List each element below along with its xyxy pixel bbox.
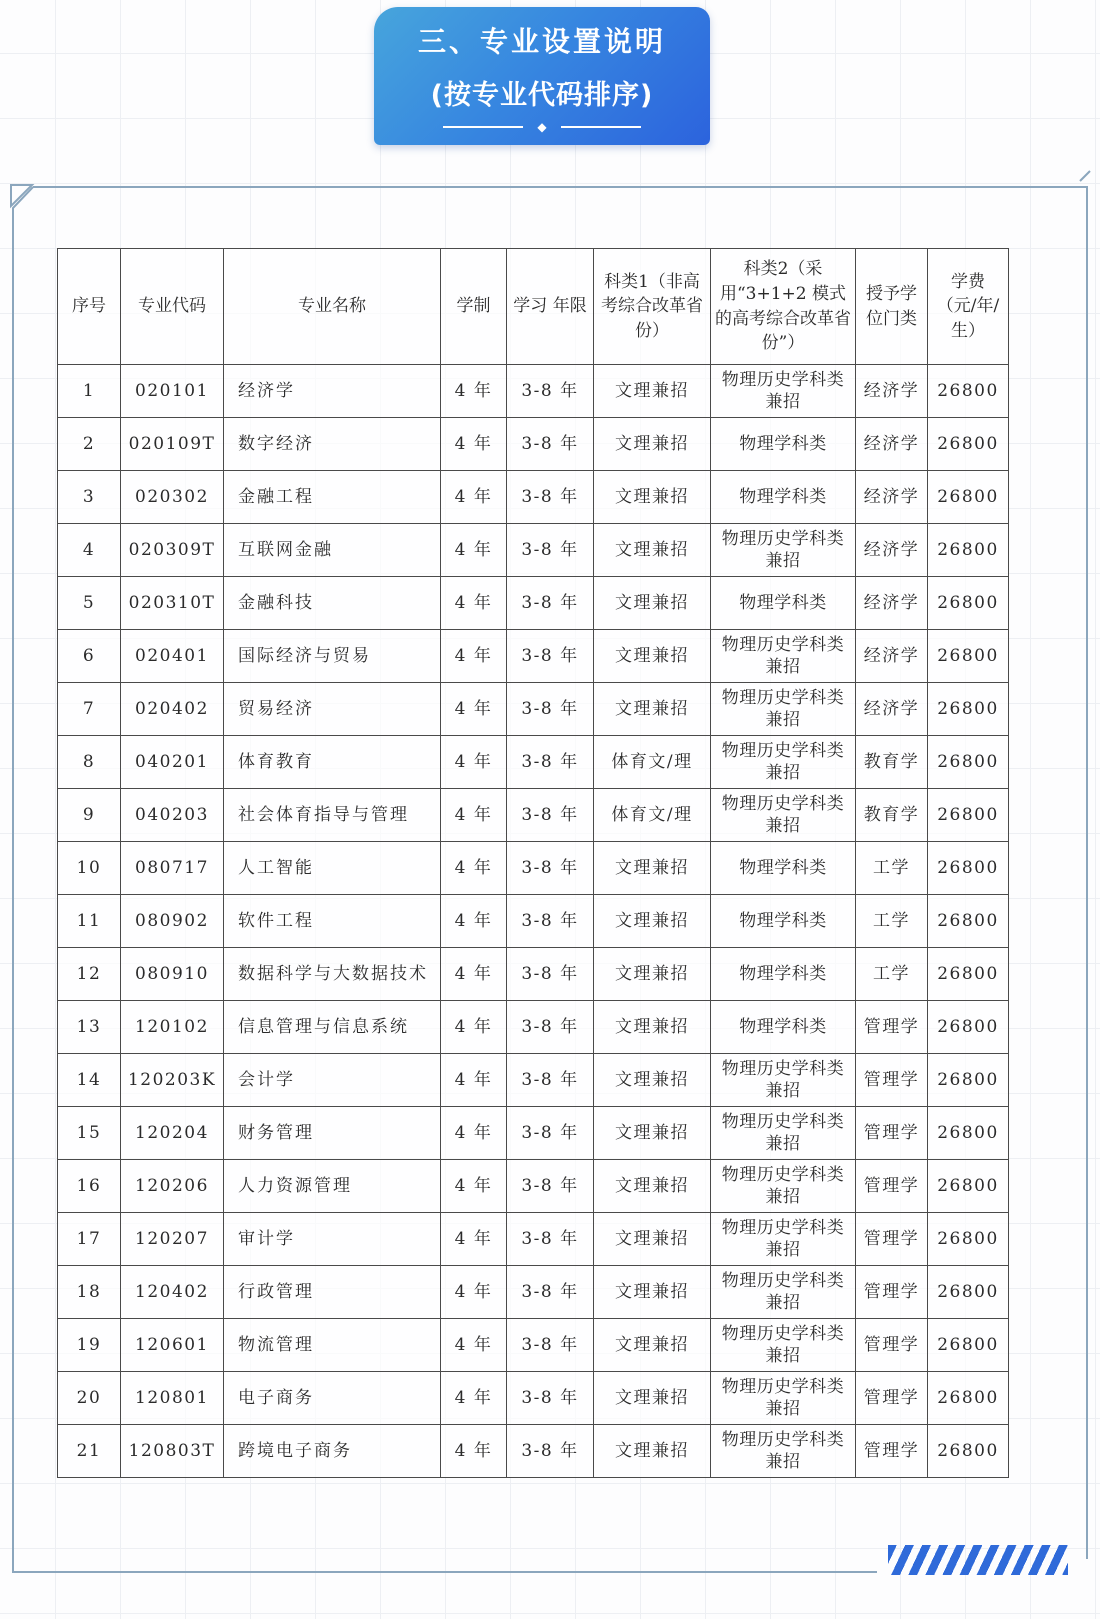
table-cell: 18: [58, 1266, 121, 1319]
table-row: [58, 1372, 1009, 1425]
table-cell: 020401: [121, 630, 224, 683]
table-cell: 4 年: [441, 736, 507, 789]
table-cell: 物理历史学科类兼招: [711, 1266, 856, 1319]
diamond-icon: ◆: [537, 119, 547, 134]
table-cell: 文理兼招: [594, 1054, 711, 1107]
table-row: [58, 683, 1009, 736]
column-header: 专业名称: [224, 249, 441, 365]
table-cell: 文理兼招: [594, 683, 711, 736]
table-row: [58, 1160, 1009, 1213]
table-cell: 管理学: [856, 1372, 928, 1425]
table-cell: 4 年: [441, 1266, 507, 1319]
table-cell: 3-8 年: [507, 524, 594, 577]
table-cell: 数据科学与大数据技术: [224, 948, 441, 1001]
page-title: 三、专业设置说明: [417, 24, 666, 58]
table-cell: 4 年: [441, 577, 507, 630]
table-cell: 16: [58, 1160, 121, 1213]
table-cell: 物理历史学科类兼招: [711, 683, 856, 736]
table-cell: 120801: [121, 1372, 224, 1425]
table-cell: 文理兼招: [594, 1107, 711, 1160]
table-cell: 信息管理与信息系统: [224, 1001, 441, 1054]
table-cell: 3-8 年: [507, 1372, 594, 1425]
table-row: [58, 1107, 1009, 1160]
table-cell: 3-8 年: [507, 630, 594, 683]
table-cell: 管理学: [856, 1107, 928, 1160]
table-cell: 物理历史学科类兼招: [711, 1425, 856, 1478]
table-cell: 120204: [121, 1107, 224, 1160]
table-cell: 经济学: [856, 683, 928, 736]
table-cell: 文理兼招: [594, 418, 711, 471]
table-cell: 4 年: [441, 630, 507, 683]
table-cell: 2: [58, 418, 121, 471]
table-cell: 文理兼招: [594, 1319, 711, 1372]
table-cell: 19: [58, 1319, 121, 1372]
table-cell: 物理学科类: [711, 471, 856, 524]
table-cell: 管理学: [856, 1160, 928, 1213]
table-cell: 物理历史学科类兼招: [711, 1372, 856, 1425]
table-cell: 26800: [928, 524, 1009, 577]
table-cell: 体育文/理: [594, 736, 711, 789]
table-cell: 4 年: [441, 789, 507, 842]
table-cell: 物理历史学科类兼招: [711, 1160, 856, 1213]
table-cell: 文理兼招: [594, 577, 711, 630]
table-cell: 020302: [121, 471, 224, 524]
table-cell: 国际经济与贸易: [224, 630, 441, 683]
column-header: 专业代码: [121, 249, 224, 365]
divider-line-left: [443, 126, 523, 128]
table-cell: 26800: [928, 630, 1009, 683]
table-cell: 人工智能: [224, 842, 441, 895]
table-cell: 文理兼招: [594, 842, 711, 895]
table-cell: 物理学科类: [711, 895, 856, 948]
table-cell: 13: [58, 1001, 121, 1054]
table-cell: 3-8 年: [507, 1266, 594, 1319]
divider-line-right: [561, 126, 641, 128]
table-cell: 26800: [928, 577, 1009, 630]
table-cell: 工学: [856, 948, 928, 1001]
table-row: [58, 524, 1009, 577]
table-cell: 4 年: [441, 1160, 507, 1213]
table-cell: 4 年: [441, 1372, 507, 1425]
programs-table: [57, 248, 1009, 1478]
table-cell: 1: [58, 365, 121, 418]
table-cell: 物理历史学科类兼招: [711, 789, 856, 842]
diagonal-stripes-decoration: [888, 1545, 1068, 1575]
table-cell: 3-8 年: [507, 736, 594, 789]
table-cell: 4 年: [441, 1001, 507, 1054]
table-cell: 物理历史学科类兼招: [711, 1319, 856, 1372]
table-cell: 物理历史学科类兼招: [711, 524, 856, 577]
table-cell: 物理历史学科类兼招: [711, 1213, 856, 1266]
table-cell: 6: [58, 630, 121, 683]
table-cell: 26800: [928, 471, 1009, 524]
table-row: [58, 1001, 1009, 1054]
column-header: 学费（元/年/生）: [928, 249, 1009, 365]
table-cell: 物理历史学科类兼招: [711, 736, 856, 789]
table-row: [58, 948, 1009, 1001]
table-cell: 经济学: [856, 365, 928, 418]
table-cell: 文理兼招: [594, 1213, 711, 1266]
table-cell: 3-8 年: [507, 683, 594, 736]
table-cell: 物理历史学科类兼招: [711, 1107, 856, 1160]
table-cell: 26800: [928, 1319, 1009, 1372]
table-cell: 物理历史学科类兼招: [711, 365, 856, 418]
table-cell: 管理学: [856, 1266, 928, 1319]
table-cell: 17: [58, 1213, 121, 1266]
table-cell: 120102: [121, 1001, 224, 1054]
table-cell: 26800: [928, 1425, 1009, 1478]
table-cell: 跨境电子商务: [224, 1425, 441, 1478]
table-cell: 26800: [928, 948, 1009, 1001]
frame-corner-tick: [1080, 171, 1090, 181]
table-cell: 3-8 年: [507, 895, 594, 948]
table-cell: 26800: [928, 1372, 1009, 1425]
table-cell: 3-8 年: [507, 1425, 594, 1478]
table-cell: 9: [58, 789, 121, 842]
table-cell: 080717: [121, 842, 224, 895]
table-cell: 教育学: [856, 789, 928, 842]
table-cell: 26800: [928, 418, 1009, 471]
table-cell: 软件工程: [224, 895, 441, 948]
table-cell: 7: [58, 683, 121, 736]
table-cell: 物理学科类: [711, 842, 856, 895]
table-cell: 040201: [121, 736, 224, 789]
table-cell: 15: [58, 1107, 121, 1160]
table-cell: 电子商务: [224, 1372, 441, 1425]
table-cell: 物理学科类: [711, 1001, 856, 1054]
table-cell: 3-8 年: [507, 471, 594, 524]
table-cell: 数字经济: [224, 418, 441, 471]
table-row: [58, 842, 1009, 895]
banner-divider: [443, 121, 640, 133]
table-cell: 10: [58, 842, 121, 895]
table-cell: 26800: [928, 842, 1009, 895]
table-cell: 文理兼招: [594, 1160, 711, 1213]
table-cell: 经济学: [856, 471, 928, 524]
table-cell: 物理历史学科类兼招: [711, 630, 856, 683]
table-cell: 4 年: [441, 418, 507, 471]
table-cell: 文理兼招: [594, 895, 711, 948]
table-cell: 工学: [856, 842, 928, 895]
table-cell: 文理兼招: [594, 365, 711, 418]
table-cell: 3-8 年: [507, 1160, 594, 1213]
column-header: 授予学位门类: [856, 249, 928, 365]
table-cell: 经济学: [856, 630, 928, 683]
table-cell: 3-8 年: [507, 1001, 594, 1054]
table-cell: 26800: [928, 1001, 1009, 1054]
table-cell: 26800: [928, 789, 1009, 842]
table-row: [58, 1319, 1009, 1372]
table-cell: 3-8 年: [507, 577, 594, 630]
table-row: [58, 895, 1009, 948]
table-cell: 文理兼招: [594, 1372, 711, 1425]
table-cell: 经济学: [856, 577, 928, 630]
table-cell: 文理兼招: [594, 524, 711, 577]
table-cell: 文理兼招: [594, 948, 711, 1001]
table-cell: 4 年: [441, 1319, 507, 1372]
table-row: [58, 736, 1009, 789]
table-cell: 4 年: [441, 1054, 507, 1107]
table-cell: 社会体育指导与管理: [224, 789, 441, 842]
column-header: 学习 年限: [507, 249, 594, 365]
table-row: [58, 1213, 1009, 1266]
table-cell: 26800: [928, 1054, 1009, 1107]
table-row: [58, 471, 1009, 524]
table-cell: 文理兼招: [594, 1425, 711, 1478]
table-cell: 12: [58, 948, 121, 1001]
table-cell: 4 年: [441, 1425, 507, 1478]
table-cell: 4: [58, 524, 121, 577]
table-row: [58, 577, 1009, 630]
table-cell: 4 年: [441, 524, 507, 577]
table-cell: 020309T: [121, 524, 224, 577]
table-cell: 金融科技: [224, 577, 441, 630]
table-cell: 4 年: [441, 365, 507, 418]
table-cell: 26800: [928, 895, 1009, 948]
table-cell: 物流管理: [224, 1319, 441, 1372]
table-cell: 14: [58, 1054, 121, 1107]
table-cell: 体育文/理: [594, 789, 711, 842]
table-cell: 5: [58, 577, 121, 630]
column-header: 序号: [58, 249, 121, 365]
table-cell: 4 年: [441, 683, 507, 736]
table-cell: 3-8 年: [507, 418, 594, 471]
page-subtitle: (按专业代码排序): [430, 79, 654, 111]
table-cell: 020402: [121, 683, 224, 736]
table-cell: 020101: [121, 365, 224, 418]
table-cell: 020310T: [121, 577, 224, 630]
table-cell: 3-8 年: [507, 842, 594, 895]
table-cell: 120203K: [121, 1054, 224, 1107]
table-cell: 26800: [928, 1160, 1009, 1213]
table-cell: 经济学: [224, 365, 441, 418]
table-row: [58, 1425, 1009, 1478]
table-cell: 26800: [928, 1213, 1009, 1266]
table-cell: 经济学: [856, 418, 928, 471]
table-cell: 080902: [121, 895, 224, 948]
table-cell: 金融工程: [224, 471, 441, 524]
table-cell: 管理学: [856, 1001, 928, 1054]
table-cell: 26800: [928, 365, 1009, 418]
table-cell: 物理学科类: [711, 948, 856, 1001]
table-cell: 经济学: [856, 524, 928, 577]
table-cell: 3-8 年: [507, 789, 594, 842]
table-cell: 3-8 年: [507, 1054, 594, 1107]
column-header: 学制: [441, 249, 507, 365]
table-cell: 审计学: [224, 1213, 441, 1266]
table-cell: 4 年: [441, 842, 507, 895]
table-cell: 20: [58, 1372, 121, 1425]
table-row: [58, 1054, 1009, 1107]
table-row: [58, 630, 1009, 683]
table-cell: 文理兼招: [594, 471, 711, 524]
title-banner: [374, 7, 710, 145]
column-header: 科类2（采用“3+1+2 模式的高考综合改革省份”）: [711, 249, 856, 365]
table-row: [58, 365, 1009, 418]
table-cell: 贸易经济: [224, 683, 441, 736]
table-cell: 物理历史学科类兼招: [711, 1054, 856, 1107]
table-cell: 040203: [121, 789, 224, 842]
table-container: [57, 248, 1008, 1478]
table-cell: 文理兼招: [594, 630, 711, 683]
table-cell: 3-8 年: [507, 1319, 594, 1372]
table-row: [58, 789, 1009, 842]
folded-corner-icon: [11, 185, 32, 206]
table-cell: 080910: [121, 948, 224, 1001]
table-cell: 物理学科类: [711, 577, 856, 630]
table-cell: 人力资源管理: [224, 1160, 441, 1213]
table-cell: 3-8 年: [507, 1107, 594, 1160]
table-cell: 互联网金融: [224, 524, 441, 577]
table-cell: 120206: [121, 1160, 224, 1213]
table-cell: 4 年: [441, 895, 507, 948]
table-cell: 8: [58, 736, 121, 789]
table-body: [58, 365, 1009, 1478]
table-cell: 教育学: [856, 736, 928, 789]
table-header-row: [58, 249, 1009, 365]
table-cell: 4 年: [441, 1213, 507, 1266]
table-cell: 管理学: [856, 1319, 928, 1372]
table-cell: 行政管理: [224, 1266, 441, 1319]
column-header: 科类1（非高考综合改革省份）: [594, 249, 711, 365]
table-cell: 020109T: [121, 418, 224, 471]
table-cell: 4 年: [441, 1107, 507, 1160]
table-cell: 3: [58, 471, 121, 524]
table-cell: 管理学: [856, 1425, 928, 1478]
table-cell: 4 年: [441, 948, 507, 1001]
table-cell: 120207: [121, 1213, 224, 1266]
table-row: [58, 418, 1009, 471]
table-cell: 4 年: [441, 471, 507, 524]
table-cell: 120402: [121, 1266, 224, 1319]
table-cell: 财务管理: [224, 1107, 441, 1160]
table-cell: 26800: [928, 1266, 1009, 1319]
table-cell: 会计学: [224, 1054, 441, 1107]
table-cell: 物理学科类: [711, 418, 856, 471]
table-cell: 工学: [856, 895, 928, 948]
table-cell: 11: [58, 895, 121, 948]
table-cell: 26800: [928, 683, 1009, 736]
table-cell: 3-8 年: [507, 948, 594, 1001]
table-row: [58, 1266, 1009, 1319]
table-cell: 体育教育: [224, 736, 441, 789]
table-cell: 26800: [928, 1107, 1009, 1160]
table-cell: 管理学: [856, 1054, 928, 1107]
table-cell: 120803T: [121, 1425, 224, 1478]
table-cell: 120601: [121, 1319, 224, 1372]
table-cell: 管理学: [856, 1213, 928, 1266]
table-cell: 21: [58, 1425, 121, 1478]
table-cell: 文理兼招: [594, 1001, 711, 1054]
table-cell: 3-8 年: [507, 1213, 594, 1266]
table-cell: 文理兼招: [594, 1266, 711, 1319]
table-cell: 3-8 年: [507, 365, 594, 418]
table-cell: 26800: [928, 736, 1009, 789]
